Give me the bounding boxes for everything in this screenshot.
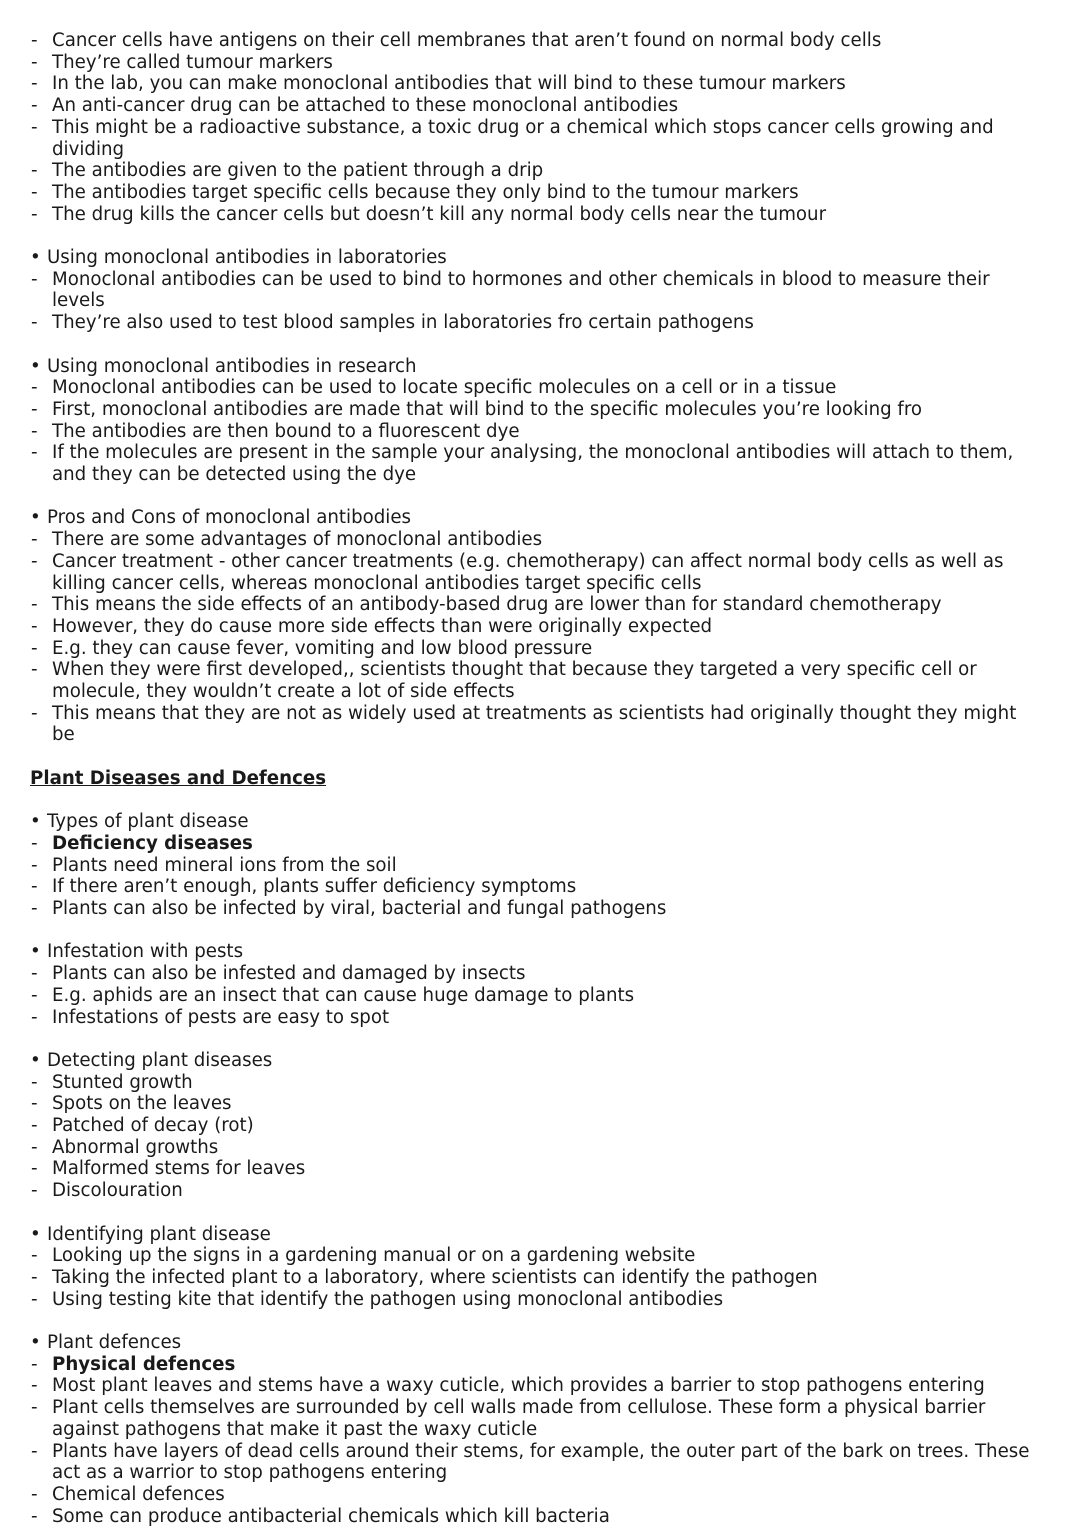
item-text: Pros and Cons of monoclonal antibodies [47,507,412,529]
item-text: Stunted growth [52,1071,193,1093]
item-text: An anti-cancer drug can be attached to these monoclonal antibodies [52,95,679,117]
bullet-item [30,1224,1044,1246]
dash-item [30,963,1044,985]
item-text: This means the side effects of an antibody-based drug are lower than for standard chemotherapy [52,594,942,616]
item-text: Discolouration [52,1180,183,1202]
item-text: Malformed stems for leaves [52,1158,306,1180]
dash-item [30,1115,1044,1137]
item-text: Cancer cells have antigens on their cell membranes that aren’t found on normal body cells [52,30,882,51]
item-text: In the lab, you can make monoclonal antibodies that will bind to these tumour markers [52,73,846,95]
dash-item [30,898,1044,920]
item-text: Taking the infected plant to a laboratory, where scientists can identify the pathogen [52,1266,818,1288]
item-text: E.g. aphids are an insect that can cause huge damage to plants [52,984,635,1006]
bullet-item [30,356,1044,378]
note-block [30,1050,1044,1202]
dash-item [30,1007,1044,1029]
note-block [30,941,1044,1028]
dash-item [30,30,1044,52]
dash-item [30,1267,1044,1289]
note-block [30,247,1044,334]
note-block [30,811,1044,920]
dash-item [30,1506,1044,1527]
dash-item [30,703,1044,746]
dash-item [30,594,1044,616]
item-text: Infestations of pests are easy to spot [52,1006,390,1028]
bullet-item [30,811,1044,833]
item-text: Plants can also be infected by viral, bacterial and fungal pathogens [52,898,667,920]
dash-item [30,95,1044,117]
dash-item [30,876,1044,898]
item-text: They’re also used to test blood samples in laboratories fro certain pathogens [52,312,754,334]
item-text: Using monoclonal antibodies in laboratories [47,247,447,269]
dash-item [30,638,1044,660]
note-block [30,30,1044,225]
item-text: Patched of decay (rot) [52,1115,254,1137]
note-block [30,356,1044,486]
dash-item [30,1093,1044,1115]
dash-item [30,1354,1044,1376]
dash-item [30,399,1044,421]
item-text: Spots on the leaves [52,1093,232,1115]
item-text: Looking up the signs in a gardening manual or on a gardening website [52,1245,696,1267]
dash-item [30,269,1044,312]
item-text: Plant cells themselves are surrounded by cell walls made from cellulose. These form a physical barrier against pathogens that make it past the waxy cuticle [52,1397,986,1440]
item-text: Plants have layers of dead cells around their stems, for example, the outer part of the bark on trees. These act as a warrior to stop pathogens entering [52,1440,1030,1484]
dash-item [30,1441,1044,1484]
item-text: Deficiency diseases [52,832,253,854]
item-text: Monoclonal antibodies can be used to bind to hormones and other chemicals in blood to measure their levels [52,268,990,312]
item-text: E.g. they can cause fever, vomiting and low blood pressure [52,637,593,659]
item-text: First, monoclonal antibodies are made that will bind to the specific molecules you’re looking fro [52,398,923,420]
dash-item [30,529,1044,551]
bullet-item [30,507,1044,529]
item-text: Plant defences [47,1332,182,1354]
item-text: Plants can also be infested and damaged by insects [52,963,526,985]
item-text: The antibodies target specific cells because they only bind to the tumour markers [52,181,799,203]
bullet-item [30,247,1044,269]
dash-item [30,1289,1044,1311]
item-text: The drug kills the cancer cells but doesn’t kill any normal body cells near the tumour [52,203,827,225]
item-text: Chemical defences [52,1483,225,1505]
item-text: There are some advantages of monoclonal antibodies [52,529,543,551]
item-text: Types of plant disease [47,811,249,833]
section-heading: Plant Diseases and Defences [30,767,327,789]
dash-item [30,1397,1044,1440]
item-text: This might be a radioactive substance, a toxic drug or a chemical which stops cancer cells growing and dividing [52,116,994,160]
dash-item [30,1180,1044,1202]
item-text: Abnormal growths [52,1136,219,1158]
item-text: Identifying plant disease [47,1223,271,1245]
dash-item [30,1245,1044,1267]
note-block [30,507,1044,746]
item-text: Monoclonal antibodies can be used to locate specific molecules on a cell or in a tissue [52,377,837,399]
item-text: Cancer treatment - other cancer treatments (e.g. chemotherapy) can affect normal body cells as well as killing cancer cells, whereas monoclonal antibodies target specific cells [52,550,1004,594]
item-text: Most plant leaves and stems have a waxy cuticle, which provides a barrier to stop pathogens entering [52,1375,985,1397]
note-block [30,1332,1044,1527]
item-text: However, they do cause more side effects than were originally expected [52,615,713,637]
dash-item [30,616,1044,638]
dash-item [30,833,1044,855]
dash-item [30,117,1044,160]
item-text: Detecting plant diseases [47,1049,273,1071]
item-text: If there aren’t enough, plants suffer deficiency symptoms [52,876,577,898]
dash-item [30,855,1044,877]
dash-item [30,1158,1044,1180]
item-text: When they were first developed,, scientists thought that because they targeted a very specific cell or molecule, they wouldn’t create a lot of side effects [52,659,977,703]
bullet-item [30,941,1044,963]
item-text: The antibodies are given to the patient through a drip [52,160,544,182]
bullet-item [30,1050,1044,1072]
item-text: They’re called tumour markers [52,51,333,73]
dash-item [30,312,1044,334]
dash-item [30,1375,1044,1397]
dash-item [30,442,1044,485]
dash-item [30,1072,1044,1094]
item-text: If the molecules are present in the sample your analysing, the monoclonal antibodies will attach to them, and they can be detected using the dye [52,442,1014,486]
item-text: The antibodies are then bound to a fluorescent dye [52,420,520,442]
item-text: Infestation with pests [47,941,244,963]
dash-item [30,985,1044,1007]
item-text: Using monoclonal antibodies in research [47,355,417,377]
dash-item [30,421,1044,443]
bullet-item [30,1332,1044,1354]
dash-item [30,551,1044,594]
dash-item [30,659,1044,702]
dash-item [30,160,1044,182]
note-block [30,1224,1044,1311]
dash-item [30,1137,1044,1159]
item-text: Plants need mineral ions from the soil [52,854,397,876]
dash-item [30,52,1044,74]
dash-item [30,377,1044,399]
item-text: This means that they are not as widely used at treatments as scientists had originally thought they might be [52,702,1017,746]
dash-item [30,73,1044,95]
item-text: Using testing kite that identify the pathogen using monoclonal antibodies [52,1288,724,1310]
dash-item [30,1484,1044,1506]
item-text: Some can produce antibacterial chemicals which kill bacteria [52,1505,610,1527]
item-text: Physical defences [52,1353,236,1375]
dash-item [30,204,1044,226]
dash-item [30,182,1044,204]
